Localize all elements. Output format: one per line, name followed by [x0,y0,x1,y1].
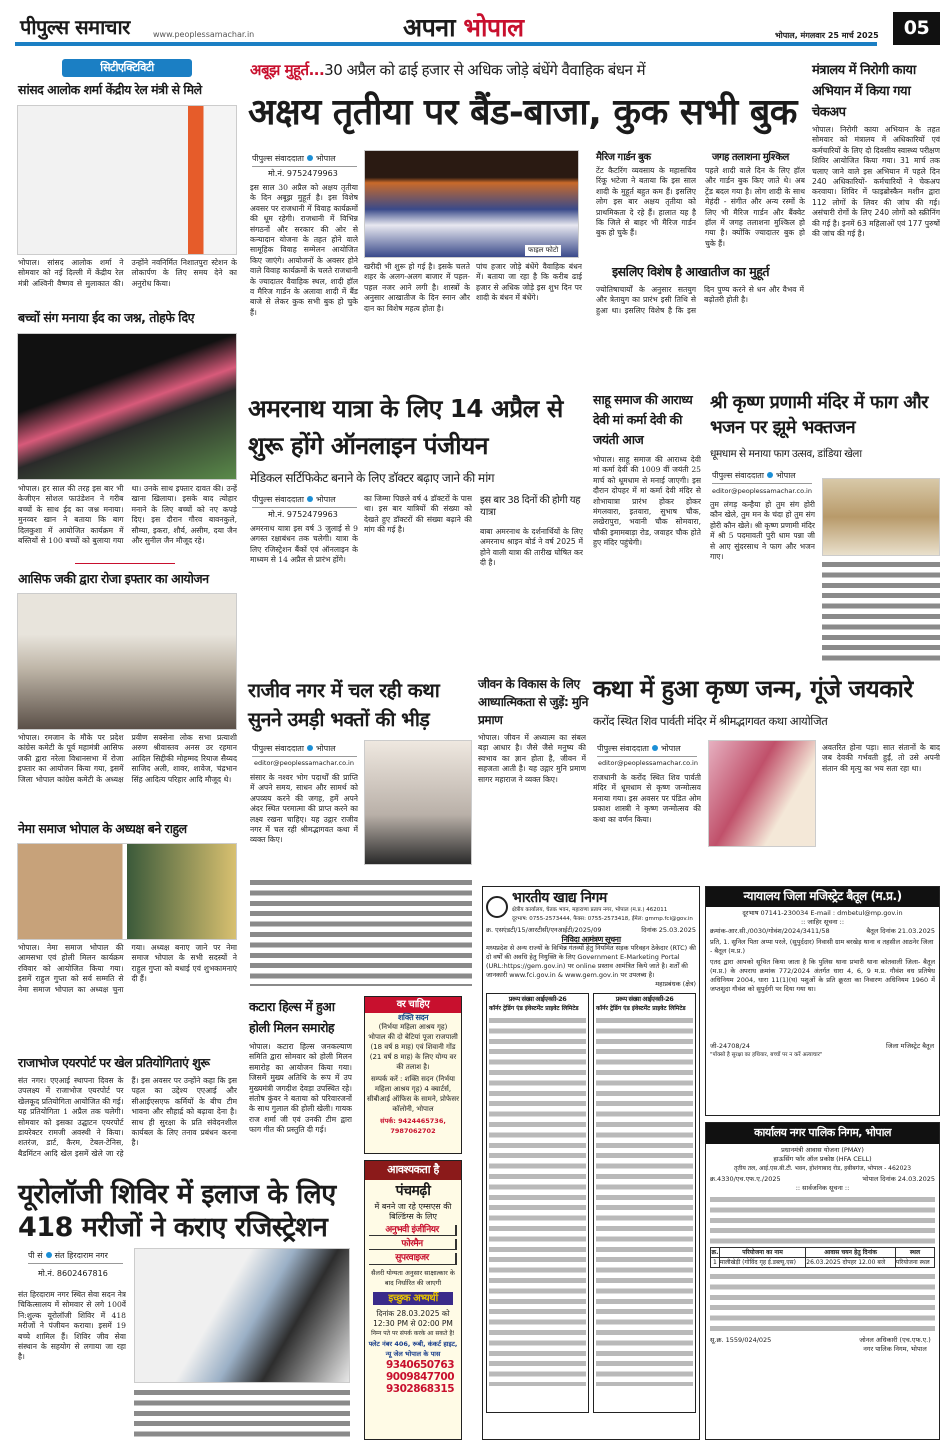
news-photo [364,740,472,865]
ad-phone: 9302868315 [385,1383,455,1396]
ad-body: एतद द्वारा आपको सूचित किया जाता है कि पुलिस थाना प्रभारी थाना कोतवाली जिला- बैतूल (म.प्र.) के अपराध क्रमांक 772/2024 अंतर्गत धारा 4, 6, 9 म.प्र. गौवंश वध प्रतिषेध अधिनियम 2004, धारा 11(1)(घ) पशुओं के प्रति क्रूरता का निवारण अधिनियम 1960 में जप्तशुदा गौवंश को सुपुर्दगी पर दिया गया था। [710,957,935,993]
city-activity-badge: सिटीएक्टिविटी [62,59,192,77]
article-body: संत नगर। एएआई स्थापना दिवस के उपलक्ष्य में राजाभोज एयरपोर्ट पर खेलकूद प्रतियोगिता आयोजित की गई। यह प्रतियोगिता 1 अप्रैल तक चलेगी। सोमवार को इसका उद्घाटन एयरपोर्ट डायरेक्टर रामजी अवस्थी ने किया। शतरंज, डार्ट, कैरम, टेबल-टेनिस, बैडमिंटन आदि खेल इसमें खेले जा रहे हैं। इस अवसर पर उन्होंने कहा कि इस पहल का उद्देश्य एएआई और सीआईएसएफ कर्मियों के बीच टीम भावना और सौहार्द्र को बढ़ावा देना है। साथ ही सुरक्षा के प्रति संवेदनशील कार्यबल के लिए तनाव प्रबंधन करना है। [18,1076,237,1158]
ad-title: वर चाहिए [365,997,461,1013]
col-header: आवास चयन हेतु दिनांक [806,1247,896,1257]
article-body: भोपाल। नेमा समाज भोपाल की आमसभा एवं होली मिलन कार्यक्रम रविवार को आयोजित किया गया। इसमें राहुल गुप्ता को सर्व सम्मति से नेमा समाज भोपाल का अध्यक्ष चुना गया। अध्यक्ष बनाए जाने पर नेमा समाज भोपाल के सभी सदस्यों ने राहुल गुप्ता को बधाई एवं शुभकामनाएं दी हैं। [18,943,237,994]
headline: राजाभोज एयरपोर्ट पर खेल प्रतियोगिताएं शुरू [18,1055,210,1070]
ad-role: अनुभवी इंजीनियर [369,1225,457,1236]
subheading: इसलिए विशेष है आखातीज का मुहूर्त [612,264,769,279]
ad-notice: निविदा आमंत्रण सूचना [561,935,621,945]
ad-office: क्षेत्रीय कार्यालय, चेतक भवन, महाराणा प्रताप नगर, भोपाल (म.प्र.) 462011 [512,907,668,914]
ad-contact: सम्पर्क करें : शक्ति सदन (निर्भया महिला आश्रय गृह) 4 क्वार्टर्स, सीबीआई ऑफिस के सामने, प्रोफेसर कॉलोनी, भोपाल [367,1074,459,1113]
byline [252,743,357,757]
mobile-number: मो.नं. 8602467816 [38,1269,108,1278]
fci-tender-ad [482,886,700,1440]
section-title [403,14,524,43]
ad-notice: :: सार्वजनिक सूचना :: [795,1183,850,1192]
article-body: भोपाल। रमजान के मौके पर प्रदेश कांग्रेस कमेटी के पूर्व महामंत्री आसिफ जकी द्वारा नरेला विधानसभा में रोजा इफ्तार का आयोजन किया गया, इसमें जिला भोपाल कांग्रेस कमेटी के अध्यक्ष प्रवीण सक्सेना लोक सभा प्रत्याशी अरुण श्रीवास्तव अनस उर रहमान आदिल सिद्दीकी मोहम्मद रियाज सैय्यद साजिद अली, शावर, शावेज, चंद्रभान सिंह आदित्य परिहार आदि मौजूद थे। [18,733,237,784]
headline: मंत्रालय में निरोगी काया अभियान में किया गया चेकअप [812,63,916,120]
jobs-ad [364,1160,462,1440]
article-body-continued [250,878,472,986]
ad-addr: फ्लेट नंबर 406, रूबी, कंकर्ट हाइट, न्यू जेल भोपाल के पास [368,1340,458,1359]
byline [597,743,697,757]
kicker-red: अबूझ मुहूर्त... [250,61,325,79]
newspaper-logo: पीपुल्स समाचार [20,15,130,39]
article-body: संत हिरदाराम नगर स्थित सेवा सदन नेत्र चिकित्सालय में सोमवार से लगे 100वें नि:शुल्क यूरोलॉजी शिविर में 418 मरीजों ने पंजीयन कराया। इसमें 19 बच्चे शामिल हैं। शिविर जीव सेवा संस्थान के सहयोग से लगाया जा रहा है। [18,1290,126,1362]
ad-org-sub: (निर्भया महिला आश्रय गृह) [378,1022,448,1031]
article-body: का जिम्मा पिछले वर्ष 4 डॉक्टरों के पास था। इस बार यात्रियों की संख्या को देखते हुए डॉक्टरों की संख्या बढ़ाने की मांग की गई है। [364,494,472,535]
ad-notice: :: जाहिर सूचना :: [800,917,845,926]
byline-name: पीपुल्स संवाददाता [597,744,649,753]
ad-date: भोपाल दिनांक 24.03.2025 [862,1174,935,1183]
byline-name: पीपुल्स संवाददाता [712,471,764,480]
ad-org: शक्ति सदन [397,1012,429,1022]
headline: कथा में हुआ कृष्ण जन्म, गूंजे जयकारे [593,675,913,703]
article-body: संसार के नश्वर भोग पदार्थों की प्राप्ति में अपने समय, साधन और सामर्थ को अपव्यय करने की जगह, हमें अपने अंदर स्थित परमात्मा की प्राप्त करने का लक्ष्य रखना चाहिए। यह उद्गार राजीव नगर में चल रही श्रीमद्भागवत कथा में व्यक्त किए। [250,773,358,845]
ad-contact: दूरभाष: 0755-2573444, फैक्स: 0755-2573418, ईमेल: gmmp.fci@gov.in [512,916,693,923]
ad-contact: दूरभाष 07141-230034 E-mail : dmbetul@mp.gov.in [742,908,903,917]
subheading: मैरिज गार्डन बुक [596,152,651,163]
mobile-number: मो.नं. 9752479963 [268,510,338,519]
cell: 1 [711,1257,720,1267]
col-header: क्र. [711,1248,719,1256]
ad-role: फोरमैन [369,1239,457,1250]
ad-title: आवश्यकता है [365,1161,461,1180]
byline-location: भोपाल [315,495,336,504]
article-body: अवतरित होना पड़ा। सात संतानों के बाद जब देवकी गर्भवती हुईं, तो उसे अपनी संतान की मृत्यु का भय सता रहा था। [822,743,940,773]
section-title-1: अपना [403,13,456,42]
court-notice-ad [705,886,940,1116]
news-photo [17,843,237,940]
ad-title: कार्यालय नगर पालिक निगम, भोपाल [706,1123,939,1144]
ad-slogan: "पॉक्सो है सुरक्षा का हथियार, बच्चों पर न करें अत्याचार" [710,1051,823,1058]
byline [252,153,357,167]
article-body: टेंट कैटरिंग व्यवसाय के महासचिव रिंकू भटेजा ने बताया कि इस साल शादी के मुहूर्त बहुत कम हैं। इसलिए लोग इस बार अक्षय तृतीया को प्राथमिकता दे रहे हैं। हालात यह है कि जिले से बाहर भी मैरिज गार्डन बुक हो चुके हैं। [596,166,696,238]
ad-salary: सैलरी योग्यता अनुसार साक्षात्कार के बाद निर्धारित की जाएगी [371,1268,455,1287]
byline-location: भोपाल [315,744,336,753]
municipal-notice-ad [705,1122,940,1440]
news-photo [134,1248,350,1383]
matrimonial-ad [364,996,462,1154]
ad-sign: महाप्रबंधक (क्षेत्र) [655,980,696,989]
headline: यूरोलॉजी शिविर में इलाज के लिए 418 मरीजों ने कराए रजिस्ट्रेशन [18,1179,336,1243]
ad-title: भारतीय खाद्य निगम [512,890,607,906]
headline: साहू समाज की आराध्य देवी मां कर्मा देवी की जयंती आज [593,392,693,447]
section-title-2: भोपाल [463,13,524,42]
header-rule [15,42,877,46]
cell: परियोजना स्थल [895,1257,934,1267]
news-photo [17,593,237,730]
email: editor@peoplessamachar.co.in [712,487,812,495]
article-body-continued [134,1388,350,1440]
headline: राजीव नगर में चल रही कथा सुनने उमड़ी भक्तों की भीड़ [248,679,440,731]
article-body: भोपाल। हर साल की तरह इस बार भी केजीएन सोशल फाउंडेशन ने गरीब बच्चों के साथ ईद का जश्न मनाया। मुनव्वर खान ने बताया कि बाग दिलकुशा में आयोजित कार्यक्रम में बस्तियों से 100 बच्चों को बुलाया गया था। उनके साथ इफ्तार दावत की। उन्हें खाना खिलाया। इसके बाद त्योहार मनाने के लिए बच्चों को नए कपड़े दिए। इस दौरान गौरव बावनकुले, सौम्या, इकरा, शौर्य, असीम, दया जैन और सुनील जैन मौजूद रहे। [18,484,237,546]
ad-sign: जिला मजिस्ट्रेट बैतूल [885,1041,935,1050]
ad-ref: क्र.4330/एच.एफ.ए./2025 [710,1174,781,1183]
byline-location: भोपाल [315,154,336,163]
byline [252,494,357,508]
mobile-number: मो.नं. 9752479963 [268,169,338,178]
article-body: बाबा अमरनाथ के दर्शनार्थियों के लिए अमरनाथ श्राइन बोर्ड ने वर्ष 2025 में होने वाली यात्रा की तारीख घोषित कर दी है। [480,527,583,568]
website: www.peoplessamachar.in [153,30,255,39]
byline-location: संत हिरदाराम नगर [54,1251,108,1260]
cell: 26.03.2025 दोपहर 12.00 बजे [806,1257,896,1267]
page-number: 05 [893,12,940,45]
headline: कटारा हिल्स में हुआ होली मिलन समारोह [249,999,335,1035]
headline: बच्चों संग मनाया ईद का जश्न, तोहफे दिए [18,310,195,325]
ad-code: जी-24708/24 [710,1041,750,1050]
ad-sign: जोनल अधिकारी (एच.एफ.ए.) नगर पालिक निगम, भोपाल [859,1335,931,1353]
ad-title: न्यायालय जिला मजिस्ट्रेट बैतूल (म.प्र.) [706,887,939,907]
notice-text [489,1016,586,1386]
notice-text [710,1272,935,1332]
article-body: तुम लंगड़ कन्हैया हो तुम संग होरी कौन खेले, तुम मन के चंदा हो तुम संग होरी कौन खेले। श्री कृष्ण प्रणामी मंदिर में श्री 5 पदमावती पुरी धाम पन्ना जी से आए सुंदरसाथ ने फाग और भजन गाए। [710,500,815,562]
byline-location: भोपाल [660,744,681,753]
ad-cta: इच्छुक अभ्यर्थी [373,1292,453,1306]
kicker-text: 30 अप्रैल को ढाई हजार से अधिक जोड़े बंधेंगे वैवाहिक बंधन में [324,61,646,79]
headline: जीवन के विकास के लिए आध्यात्मिकता से जुड़ें: मुनि प्रमाण [478,677,588,727]
article-body: राजधानी के करोंद स्थित शिव पार्वती मंदिर में धूमधाम से कृष्ण जन्मोत्सव मनाया गया। इस अवसर पर पंडित ओम प्रकाश शास्त्री ने कृष्ण जन्मोत्सव की कथा का वर्णन किया। [593,773,701,824]
dateline: भोपाल, मंगलवार 25 मार्च 2025 [775,31,879,40]
article-body: इस साल 30 अप्रैल को अक्षय तृतीया के दिन अबूझ मुहूर्त है। इस विशेष अवसर पर राजधानी में विवाह कार्यक्रमों की धूम रहेगी। राजधानी में विभिन्न संगठनों और सरकार की ओर से कन्यादान योजना के तहत होने वाले सामूहिक विवाह सम्मेलन आयोजित किए जाएंगे। आयोजनों के अवसर होने वाले विवाह कार्यक्रमों के चलते राजधानी के ज्यादातर वैवाहिक स्थल, शादी हॉल व मैरिज गार्डन के अलावा शादी में बैंड बाजे से लेकर कुक सभी बुक हो चुके हैं। [250,183,358,317]
ad-text: भोपाल की दो बेटियां पूजा राजपाली (18 वर्ष 8 माह) एवं शिवानी गोंड (21 वर्ष 8 माह) के लिए योग्य वर की तलाश है। [368,1032,458,1071]
subheading: इस बार 38 दिनों की होगी यह यात्रा [480,495,580,518]
subheading: जगह तलाशना मुश्किल [712,152,789,163]
article-body: ज्योतिषाचार्यों के अनुसार सतयुग और त्रेतायुग का प्रारंभ इसी तिथि से हुआ था। इसलिए विशेष है कि इस दिन पुण्य करने से धन और वैभव में बढ़ोतरी होती है। [596,285,804,315]
fci-logo-icon [486,896,508,918]
article-body: पांच हजार जोड़े बंधेंगे वैवाहिक बंधन में। बताया जा रहा है कि करीब ढाई हजार से अधिक जोड़े इस शुभ दिन पर शादी के बंधन में बंधेंगे। [476,262,582,303]
company-name: कॉर्नर ट्रेडिंग एंड इंवेस्टमेंट प्राइवेट लिमिटेड [596,1004,686,1012]
ad-phones: संपर्क: 9424465736, 7987062702 [380,1116,446,1135]
byline-location: भोपाल [775,471,796,480]
news-photo [708,740,816,847]
col-header: परियोजना का नाम [719,1247,805,1257]
article-body: भोपाल। कटारा हिल्स जनकल्याण समिति द्वारा सोमवार को होली मिलन समारोह का आयोजन किया गया। जिसमें मुख्य अतिथि के रूप में उप मुख्यमंत्री जगदीश देवड़ा उपस्थित रहे। संतोष कुंवर ने बताया को परिवारजनों के साथ गुलाल की होली खेली। गायक राज शर्मा जी एवं उनकी टीम द्वारा फाग गीत की प्रस्तुति दी गई। [249,1042,352,1135]
byline-name: पी सं [28,1251,43,1260]
notice-text [596,1016,693,1386]
ad-ro: सू.क्र. 1559/024/025 [710,1335,772,1344]
ad-date: दिनांक 28.03.2025 को [376,1309,450,1319]
lead-headline: अक्षय तृतीया पर बैंड-बाजा, कुक सभी बुक [248,92,797,133]
ad-desc: में बनने जा रहे एम्सएस की बिल्डिंग्स के लिए [374,1201,452,1221]
ad-recipient: प्रति, 1. सुनिल पिता अप्पा परले, (सुपुर्ददार) निवासी ग्राम बरखेड़ थाना व तहसील आठनेर जिला - बैतूल (म.प्र.) [710,937,934,955]
ad-date: दिनांक 25.03.2025 [641,926,696,935]
ad-role: सुपरवाइजर [369,1253,457,1264]
article-body: भोपाल। सांसद आलोक शर्मा ने सोमवार को नई दिल्ली में केंद्रीय रेल मंत्री अश्विनी वैष्णव से मुलाकात की। उन्होंने नवनिर्मित निशातपुरा स्टेशन के लोकार्पण के लिए समय देने का अनुरोध किया। [18,258,237,288]
email: editor@peoplessamachar.co.in [254,759,354,767]
byline [712,470,812,484]
news-photo [822,478,940,556]
article-body: भोपाल। निरोगी काया अभियान के तहत सोमवार को मंत्रालय में अधिकारियों एवं कर्मचारियों के लिए दो दिवसीय स्वास्थ्य परीक्षण शिविर आयोजित किया गया। 31 मार्च तक चलाए जाने वाले इस अभियान में पहले दिन 240 अधिकारियों- कर्मचारियों ने चेकअप करवाया। शिविर में फाइब्रोस्कैन मशीन द्वारा 112 लोगों के लिवर की जांच की गई। असंचारी रोगों के लिए 240 लोगों को स्क्रीनिंग की गई है। इनमें 63 महिलाओं एवं 177 पुरुषों की जांच की गई है। [812,125,940,239]
article-body: भोपाल। जीवन में अध्यात्म का संबल बड़ा आधार है। जैसे जैसे मनुष्य की स्वभाव का ज्ञान होता है, जीवन में सहजता आती है। यह उद्गार मुनि प्रमाण सागर महाराज ने व्यक्त किए। [478,733,586,784]
case-title: प्ररूप संख्या आईएनसी-26 [615,995,674,1004]
photo-credit: फाइल फोटो [525,245,561,256]
article-body: पहले शादी वाले दिन के लिए हॉल और गार्डन बुक किए जाते थे। अब ट्रेंड बदल गया है। लोग शादी के साथ मेहंदी - संगीत और अन्य रस्मों के लिए भी मैरिज गार्डन और बैंक्वेट हॉल में जगह तलाशना मुश्किल हो गया है। क्योंकि ज्यादातर बुक हो चुके हैं। [705,166,805,248]
table-row [711,1257,935,1267]
headline: श्री कृष्ण प्रणामी मंदिर में फाग और भजन पर झूमे भक्तजन [710,392,929,438]
email: editor@peoplessamachar.co.in [598,759,698,767]
ad-body: मध्यप्रदेश से अन्य राज्यों के विभिन्न गंतव्यों हेतु नियमित सड़क परिवहन ठेकेदार (RTC) की दो वर्षों की अवधि हेतु नियुक्ति के लिए Government E-Marketing Portal (URL:https://gem.gov.in) पर online प्रस्ताव आमंत्रित किये जाते है। शर्तों की जानकारी www.fci.gov.in & www.gem.gov.in पर उपलब्ध है। [486,944,696,980]
masthead [15,8,940,46]
lead-photo [364,150,579,258]
byline-name: पीपुल्स संवाददाता [252,154,304,163]
cell: मालीखेड़ी (गोविंद गृह ई.डब्ल्यू.एस) [719,1257,805,1267]
ad-line: प्रधानमंत्री आवास योजना (PMAY) [781,1145,864,1154]
byline-name: पीपुल्स संवाददाता [252,744,304,753]
divider [75,563,175,564]
headline: आसिफ जकी द्वारा रोजा इफ्तार का आयोजन [18,571,209,586]
ad-line: हाऊसिंग फॉर ऑल प्रकोष्ठ (HFA CELL) [773,1154,872,1163]
ad-place: पंचमढ़ी [395,1182,431,1199]
ad-line: तृतीय तल, आई.एस.बी.टी. भवन, होशंगाबाद रोड, हबीबगंज, भोपाल - 462023 [733,1164,912,1172]
article-body: भोपाल। साहू समाज की आराध्य देवी मां कर्मा देवी की 1009 वीं जयंती 25 मार्च को धूमधाम से मनाई जाएगी। इस दौरान दोपहर में मां कर्मा देवी मंदिर से शोभायात्रा प्रारंभ होकर होकर मंगलवारा, इतवारा, सुभाष चौक, लखेरापुरा, भवानी चौक सोमवारा, चौकी इमामबाड़ा रोड, जवाहर चौक होते हुए मंदिर पहुंचेगी। [593,455,701,548]
subheadline: करोंद स्थित शिव पार्वती मंदिर में श्रीमद्भागवत कथा आयोजित [593,714,828,728]
col-header: स्थल [895,1247,934,1257]
article-body: खरीदी भी शुरू हो गई है। इसके चलते शहर के अलग-अलग बाजार में पहल-पहल नजर आने लगी है। शास्त्रों के अनुसार आखातीज के दिन स्नान और दान का विशेष महत्व होता है। [364,262,470,313]
article-body-continued [822,560,940,665]
ad-ref: क्र. एसएंडटी/15/आरटीसी/एनआईटी/2025/09 [486,926,602,935]
subheadline: मेडिकल सर्टिफिकेट बनाने के लिए डॉक्टर बढ़ाए जाने की मांग [250,471,495,485]
subheadline: धूमधाम से मनाया फाग उत्सव, डांडिया खेला [710,448,862,460]
ad-date: बैतूल दिनांक 21.03.2025 [866,926,935,935]
ad-time: 12:30 PM से 02:00 PM [373,1319,453,1329]
headline: सांसद आलोक शर्मा केंद्रीय रेल मंत्री से मिले [18,82,202,97]
lead-kicker [250,62,810,79]
ad-phone: 9340650763 [385,1359,455,1372]
byline [28,1250,123,1264]
company-name: कॉर्नर ट्रेडिंग एंड इंवेस्टमेंट प्राइवेट लिमिटेड [489,1004,579,1012]
ad-addr-intro: निम्न पते पर संपर्क करके आ सकते है! [371,1330,455,1338]
news-photo [17,333,237,480]
case-title: प्ररूप संख्या आईएनसी-26 [508,995,567,1004]
ad-phone: 9009847700 [385,1371,455,1384]
article-body: अमरनाथ यात्रा इस वर्ष 3 जुलाई से 9 अगस्त रक्षाबंधन तक चलेगी। यात्रा के लिए रजिस्ट्रेशन बैंकों एवं ऑनलाइन के माध्यम से 14 अप्रैल से प्रारंभ होंगे। [250,524,358,565]
ad-ref: क्रमांक-आर.सी./0030/गोवंश/2024/3411/58 [710,926,830,935]
notice-text [710,1195,935,1245]
allotment-table [710,1247,935,1268]
headline: अमरनाथ यात्रा के लिए 14 अप्रैल से शुरू होंगे ऑनलाइन पंजीयन [248,394,563,460]
headline: नेमा समाज भोपाल के अध्यक्ष बने राहुल [18,821,187,836]
byline-name: पीपुल्स संवाददाता [252,495,304,504]
news-photo [17,105,237,255]
